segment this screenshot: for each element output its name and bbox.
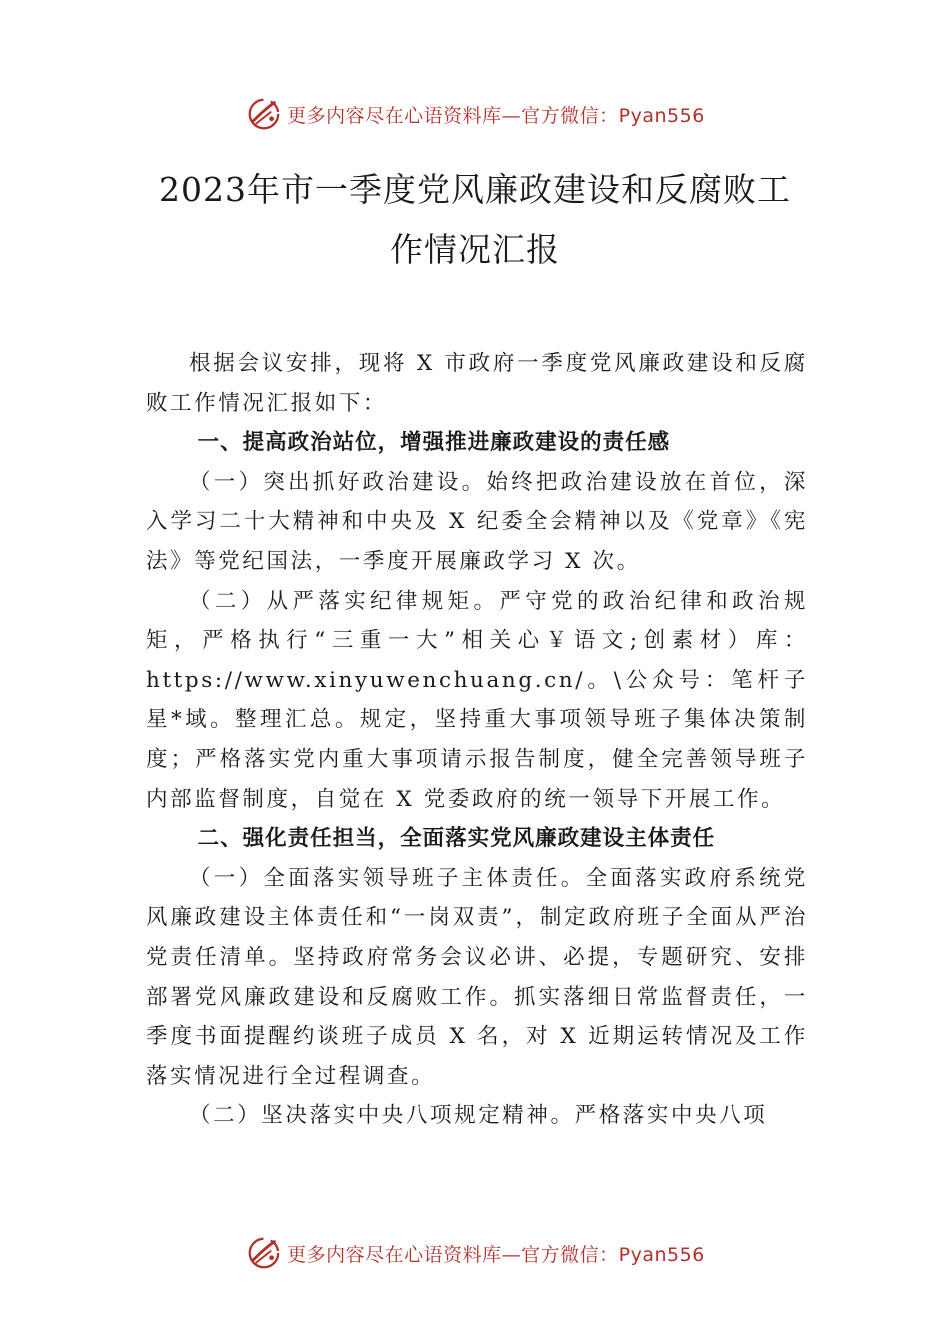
brush-seal-logo-icon xyxy=(245,95,283,133)
section-1-paragraph-2: （二）从严落实纪律规矩。严守党的政治纪律和政治规矩，严格执行“三重一大”相关心￥语文;创素材）库：https://www.xinyuwenchuang.cn/。\公众号：笔杆子星*域。整理汇总。规定，坚持重大事项领导班子集体决策制度；严格落实党内重大事项请示报告制度，健全完善领导班子内部监督制度，自觉在 X 党委政府的统一领导下开展工作。 xyxy=(146,588,808,812)
banner-account: Pyan556 xyxy=(618,1243,705,1266)
brush-seal-logo-icon xyxy=(245,1234,283,1272)
footer-banner xyxy=(0,1231,950,1275)
section-2-paragraph-1: （一）全面落实领导班子主体责任。全面落实政府系统党风廉政建设主体责任和“一岗双责”，制定政府班子全面从严治党责任清单。坚持政府常务会议必讲、必提，专题研究、安排部署党风廉政建设和反腐败工作。抓实落细日常监督责任，一季度书面提醒约谈班子成员 X 名，对 X 近期运转情况及工作落实情况进行全过程调查。 xyxy=(146,865,808,1089)
banner-text: 更多内容尽在心语资料库—官方微信：Pyan556 xyxy=(287,104,705,127)
title-line-1: 2023年市一季度党风廉政建设和反腐败工 xyxy=(159,170,791,209)
document-title xyxy=(140,160,810,280)
section-2-paragraph-2: （二）坚决落实中央八项规定精神。严格落实中央八项 xyxy=(189,1103,768,1129)
section-1-heading: 一、提高政治站位，增强推进廉政建设的责任感 xyxy=(197,430,671,456)
document-body xyxy=(146,344,808,1136)
section-1-paragraph-1: （一）突出抓好政治建设。始终把政治建设放在首位，深入学习二十大精神和中央及 X 纪委全会精神以及《党章》《宪法》等党纪国法，一季度开展廉政学习 X 次。 xyxy=(146,469,808,574)
title-line-2: 作情况汇报 xyxy=(390,230,560,269)
banner-account: Pyan556 xyxy=(618,104,705,127)
banner-text: 更多内容尽在心语资料库—官方微信：Pyan556 xyxy=(287,1243,705,1266)
header-banner xyxy=(0,92,950,136)
section-2-heading: 二、强化责任担当，全面落实党风廉政建设主体责任 xyxy=(197,826,716,852)
intro-paragraph: 根据会议安排，现将 X 市政府一季度党风廉政建设和反腐败工作情况汇报如下： xyxy=(146,351,808,416)
